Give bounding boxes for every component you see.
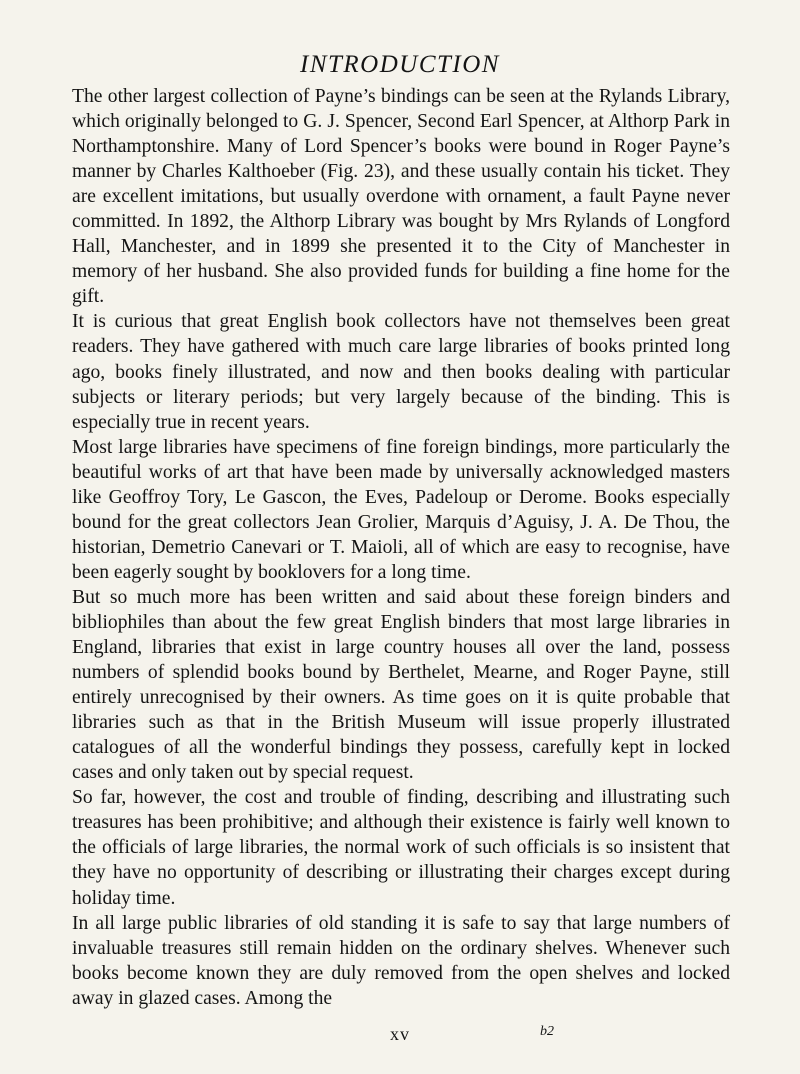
body-text (72, 84, 730, 1011)
page-footer (0, 1021, 800, 1047)
paragraph: So far, however, the cost and trouble of finding, describing and illustrating such treasures has been prohibitive; and although their existence is fairly well known to the officials of large libraries, the normal work of such officials is so insistent that they have no opportunity of describing or illustrating their charges except during holiday time. (72, 787, 730, 909)
paragraph: But so much more has been written and said about these foreign binders and bibliophiles than about the few great English binders that most large libraries in England, libraries that exist in large country houses all over the land, possess numbers of splendid books bound by Berthelet, Mearne, and Roger Payne, still entirely unrecognised by their owners. As time goes on it is quite probable that libraries such as that in the British Museum will issue properly illustrated catalogues of all the wonderful bindings they possess, carefully kept in locked cases and only taken out by special request. (72, 586, 730, 784)
paragraph: It is curious that great English book collectors have not themselves been great readers. They have gathered with much care large libraries of books printed long ago, books finely illustrated, and now and then books dealing with particular subjects or literary periods; but very largely because of the binding. This is especially true in recent years. (72, 311, 730, 433)
signature-mark: b2 (540, 1024, 554, 1039)
paragraph: In all large public libraries of old standing it is safe to say that large numbers of invaluable treasures still remain hidden on the ordinary shelves. Whenever such books become known they are duly removed from the open shelves and locked away in glazed cases. Among the (72, 912, 730, 1009)
paragraph: The other largest collection of Payne’s bindings can be seen at the Rylands Library, which originally belonged to G. J. Spencer, Second Earl Spencer, at Althorp Park in Northamptonshire. Many of Lord Spencer’s books were bound in Roger Payne’s manner by Charles Kalthoeber (Fig. 23), and these usually contain his ticket. They are excellent imitations, but usually overdone with ornament, a fault Payne never committed. In 1892, the Althorp Library was bought by Mrs Rylands of Longford Hall, Manchester, and in 1899 she presented it to the City of Manchester in memory of her husband. She also provided funds for building a fine home for the gift. (72, 86, 730, 308)
page-number: xv (390, 1024, 410, 1044)
paragraph: Most large libraries have specimens of fine foreign bindings, more particularly the beautiful works of art that have been made by universally acknowledged masters like Geoffroy Tory, Le Gascon, the Eves, Padeloup or Derome. Books especially bound for the great collectors Jean Grolier, Marquis d’Aguisy, J. A. De Thou, the historian, Demetrio Canevari or T. Maioli, all of which are easy to recognise, have been eagerly sought by booklovers for a long time. (72, 436, 730, 583)
running-head-title: INTRODUCTION (300, 51, 500, 78)
